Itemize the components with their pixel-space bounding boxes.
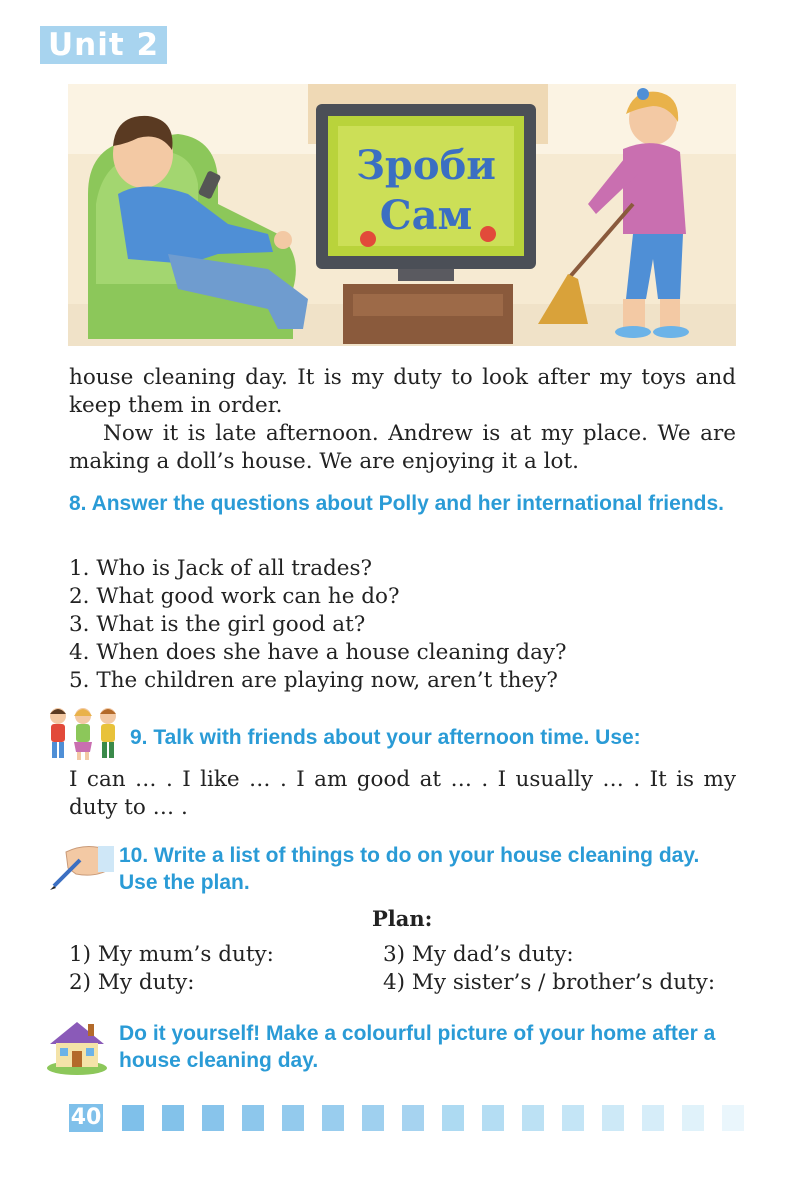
plan-item-dad: 3) My dad’s duty: (383, 942, 574, 967)
plan-title: Plan: (372, 906, 433, 931)
reading-paragraph-2: Now it is late afternoon. Andrew is at my place. We are making a doll’s house. We are enjoying it a lot. (69, 421, 736, 474)
writing-hand-icon (46, 838, 116, 890)
decorative-squares (122, 1105, 752, 1131)
tv-text-line2: Сам (379, 192, 473, 239)
task-8-title: 8. Answer the questions about Polly and her international friends. (69, 492, 724, 515)
question-item: 3. What is the girl good at? (69, 612, 366, 637)
page-number: 40 (70, 1105, 102, 1130)
task-9-text: I can … . I like … . I am good at … . I usually … . It is my duty to … . (69, 767, 736, 820)
task-8-questions (69, 555, 567, 695)
unit-label: Unit 2 (40, 26, 167, 64)
house-icon (44, 1016, 110, 1076)
question-item: 2. What good work can he do? (69, 584, 400, 609)
plan-item-sibling: 4) My sister’s / brother’s duty: (383, 970, 716, 995)
reading-paragraph-1: house cleaning day. It is my duty to look after my toys and keep them in order. (69, 365, 736, 418)
question-item: 1. Who is Jack of all trades? (69, 556, 373, 581)
plan-item-mum: 1) My mum’s duty: (69, 942, 274, 967)
question-item: 4. When does she have a house cleaning day? (69, 640, 567, 665)
illustration-boy-tv-girl-sweeping (68, 84, 736, 346)
question-item: 5. The children are playing now, aren’t they? (69, 668, 558, 693)
diy-title: Do it yourself! Make a colourful picture of your home after a house cleaning day. (119, 1022, 716, 1072)
task-10-title: 10. Write a list of things to do on your house cleaning day. Use the plan. (119, 844, 700, 894)
children-talking-icon (44, 704, 122, 762)
tv-text-line1: Зроби (356, 142, 496, 189)
plan-item-me: 2) My duty: (69, 970, 195, 995)
task-9-title: 9. Talk with friends about your afternoon time. Use: (130, 726, 641, 749)
